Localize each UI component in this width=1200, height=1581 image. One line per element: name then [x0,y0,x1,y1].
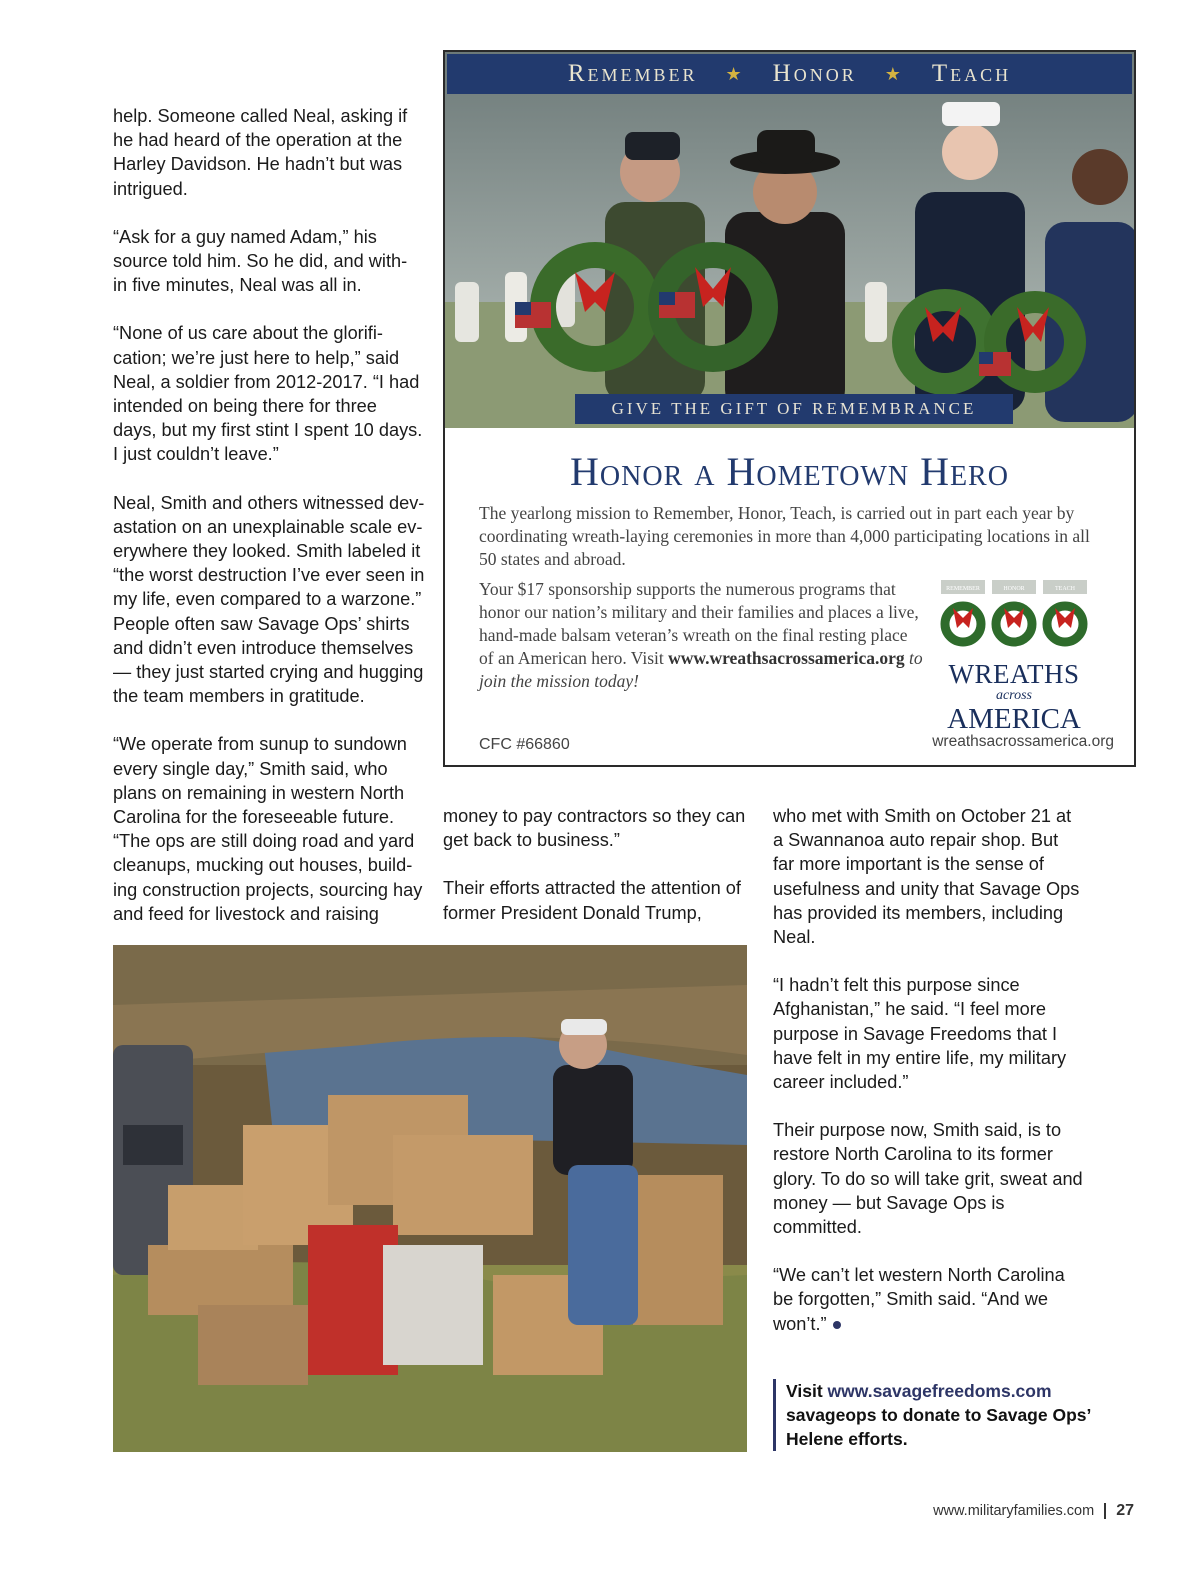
footer-divider [1104,1503,1106,1519]
paragraph: help. Someone called Neal, asking if he had heard of the operation at the Harley Davidson. He hadn’t but was intrigued. [113,106,408,199]
logo-small-text: TEACH [1055,586,1075,592]
ceremony-photo [445,52,1134,428]
callout-rest: savageops to donate to Savage Ops’ Helene efforts. [786,1405,1091,1449]
paragraph: “I hadn’t felt this purpose since Afghanistan,” he said. “I feel more purpose in Savage Freedoms that I have felt in my entire life, my military career included.” [773,975,1067,1093]
star-icon: ★ [725,63,745,84]
logo-america: AMERICA [947,703,1081,735]
ad-photo [445,52,1134,428]
paragraph: “We operate from sunup to sundown every single day,” Smith said, who plans on remaining in western North Carolina for the foreseeable future. “The ops are still doing road and yard cleanups, mucking out houses, build- ing construction projects, sourcing hay and feed for livestock and raising [113,734,423,924]
article-column-1 [113,104,425,950]
ad-body-text-2 [479,578,925,693]
logo-small-text: HONOR [1003,586,1025,592]
logo-small-text: REMEMBER [946,586,980,592]
page-footer [933,1502,1134,1520]
end-mark-icon [833,1321,841,1329]
ad-body-end: to join the mission today! [479,648,923,691]
logo-wreaths: WREATHS [948,659,1080,689]
footer-site[interactable]: www.militaryfamilies.com [933,1503,1095,1519]
wreath-icons [939,578,1089,654]
donation-callout [773,1379,1096,1451]
paragraph [773,1263,1083,1336]
paragraph: money to pay contractors so they can get back to business.” [443,806,746,851]
ad-website[interactable]: wreathsacrossamerica.org [932,733,1114,750]
article-column-2 [443,804,753,949]
savage-freedoms-link[interactable]: www.savagefreedoms.com [827,1381,1052,1401]
wreaths-across-america-ad[interactable] [443,50,1136,767]
volunteer-supplies-image [113,945,747,1452]
paragraph: “Ask for a guy named Adam,” his source told him. So he did, and with- in five minutes, Neal was all in. [113,226,408,296]
paragraph: Their purpose now, Smith said, is to restore North Carolina to its former glory. To do so will take grit, sweat and money — but Savage Ops is committed. [773,1120,1083,1238]
banner-word: Honor [772,60,857,87]
paragraph: Their efforts attracted the attention of former President Donald Trump, [443,878,741,923]
banner-word: Teach [931,60,1012,87]
ad-url-link[interactable]: www.wreathsacrossamerica.org [668,648,905,668]
give-the-gift-banner: GIVE THE GIFT OF REMEMBRANCE [575,394,1013,424]
ad-headline: Honor a Hometown Hero [570,449,1009,494]
callout-lead: Visit [786,1381,828,1401]
paragraph: who met with Smith on October 21 at a Swannanoa auto repair shop. But far more important is the sense of usefulness and unity that Savage Ops has provided its members, including Neal. [773,806,1080,948]
paragraph: “None of us care about the glorifi- cation; we’re just here to help,” said Neal, a soldier from 2012-2017. “I had intended on being there for three days, but my first stint I spent 10 days. I just couldn’t leave.” [113,323,423,465]
ad-body-start: Your $17 sponsorship supports the numerous programs that honor our nation’s military and their families and places a live, hand-made balsam veteran’s wreath on the final resting place of an American hero. Visit [479,579,919,668]
ad-body-text: The yearlong mission to Remember, Honor, Teach, is carried out in part each year by coordinating wreath-laying ceremonies in more than 4,000 participating locations in all 50 states and abroad. [479,503,1090,569]
star-icon: ★ [884,63,904,84]
paragraph: Neal, Smith and others witnessed dev- astation on an unexplainable scale ev- erywhere they looked. Smith labeled it “the worst destruction I’ve ever seen in my life, even compared to a warzone.” People often saw Savage Ops’ shirts and didn’t even introduce themselves — they just started crying and hugging the team members in gratitude. [113,492,425,707]
page-number: 27 [1116,1502,1134,1519]
final-paragraph: “We can’t let western North Carolina be forgotten,” Smith said. “And we won’t.” [773,1265,1065,1334]
ad-banner [447,54,1132,94]
banner-word: Remember [567,60,698,87]
logo-across: across [995,688,1033,703]
cfc-number: CFC #66860 [479,736,570,753]
wreaths-across-america-logo [939,578,1089,735]
article-column-3 [773,804,1083,1360]
relief-supplies-photo [113,945,747,1452]
